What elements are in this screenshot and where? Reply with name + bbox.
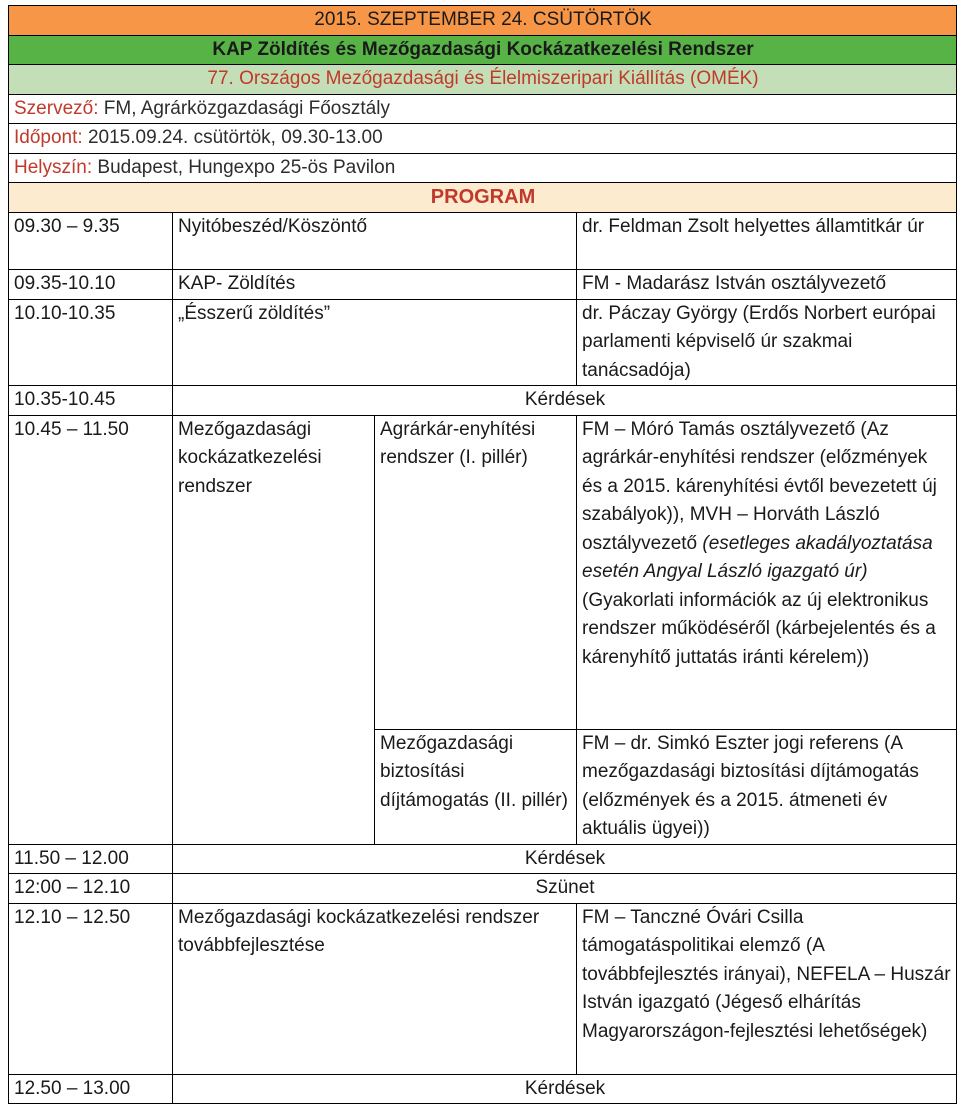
- row-speaker: FM – dr. Simkó Eszter jogi referens (A mezőgazdasági biztosítási díjtámogatás (előzmények és a 2015. átmeneti év aktuális ügyei)): [577, 729, 957, 844]
- time-cell: [9, 124, 957, 154]
- row-questions: Kérdések: [173, 844, 957, 874]
- row-subtopic: Mezőgazdasági biztosítási díjtámogatás (II. pillér): [375, 729, 577, 844]
- row-topic: Mezőgazdasági kockázatkezelési rendszer továbbfejlesztése: [173, 903, 577, 1074]
- table-row: [9, 844, 957, 874]
- speaker-text-cont: (Gyakorlati információk az új elektronikus rendszer működéséről (kárbejelentés és a kárenyhítő juttatás iránti kérelem)): [582, 589, 936, 668]
- row-speaker: [577, 415, 957, 729]
- row-topic: KAP- Zöldítés: [173, 270, 577, 300]
- program-table: [8, 5, 957, 1104]
- row-speaker: FM - Madarász István osztályvezető: [577, 270, 957, 300]
- event-row: [9, 65, 957, 95]
- date-row: [9, 6, 957, 36]
- table-row: [9, 903, 957, 1074]
- table-row: [9, 299, 957, 386]
- table-row: [9, 386, 957, 416]
- row-time: 09.30 – 9.35: [9, 213, 173, 270]
- row-time: 10.45 – 11.50: [9, 415, 173, 844]
- row-speaker: FM – Tanczné Óvári Csilla támogatáspolitikai elemző (A továbbfejlesztés irányai), NEFELA – Huszár István igazgató (Jégeső elhárítás Magyarországon-fejlesztési lehetőségek): [577, 903, 957, 1074]
- row-topic: Nyitóbeszéd/Köszöntő: [173, 213, 577, 270]
- program-heading-row: [9, 183, 957, 213]
- organizer-row: [9, 94, 957, 124]
- time-label: Időpont:: [14, 127, 83, 148]
- row-time: 10.10-10.35: [9, 299, 173, 386]
- table-row: [9, 1074, 957, 1104]
- row-time: 11.50 – 12.00: [9, 844, 173, 874]
- row-questions: Kérdések: [173, 386, 957, 416]
- row-time: 10.35-10.45: [9, 386, 173, 416]
- time-row: [9, 124, 957, 154]
- table-row: [9, 874, 957, 904]
- table-row: [9, 213, 957, 270]
- place-cell: [9, 153, 957, 183]
- row-time: 12:00 – 12.10: [9, 874, 173, 904]
- program-heading: PROGRAM: [9, 183, 957, 213]
- place-row: [9, 153, 957, 183]
- place-label: Helyszín:: [14, 156, 93, 178]
- row-questions: Kérdések: [173, 1074, 957, 1104]
- table-row: [9, 415, 957, 729]
- speaker-text: FM – Móró Tamás osztályvezető (Az agrárkár-enyhítési rendszer (előzmények és a 2015. kárenyhítési évtől bevezetett új szabályok)), MVH – Horváth László osztályvezető: [582, 418, 937, 554]
- event-title: KAP Zöldítés és Mezőgazdasági Kockázatkezelési Rendszer: [9, 35, 957, 65]
- row-break: Szünet: [173, 874, 957, 904]
- speaker-italic-text: (esetleges akadályoztatása esetén Angyal László igazgató úr): [582, 532, 933, 582]
- title-row: [9, 35, 957, 65]
- organizer-value: FM, Agrárközgazdasági Főosztály: [98, 97, 390, 119]
- row-time: 12.50 – 13.00: [9, 1074, 173, 1104]
- event-name: 77. Országos Mezőgazdasági és Élelmiszeripari Kiállítás (OMÉK): [9, 65, 957, 95]
- organizer-cell: [9, 94, 957, 124]
- row-speaker: dr. Feldman Zsolt helyettes államtitkár úr: [577, 213, 957, 270]
- row-topic: „Ésszerű zöldítés”: [173, 299, 577, 386]
- date-heading: 2015. SZEPTEMBER 24. CSÜTÖRTÖK: [9, 6, 957, 36]
- time-value: 2015.09.24. csütörtök, 09.30-13.00: [82, 127, 383, 148]
- row-time: 09.35-10.10: [9, 270, 173, 300]
- row-subtopic: Agrárkár-enyhítési rendszer (I. pillér): [375, 415, 577, 729]
- row-time: 12.10 – 12.50: [9, 903, 173, 1074]
- row-topic: Mezőgazdasági kockázatkezelési rendszer: [173, 415, 375, 844]
- table-row: [9, 270, 957, 300]
- organizer-label: Szervező:: [14, 97, 99, 119]
- row-speaker: dr. Páczay György (Erdős Norbert európai parlamenti képviselő úr szakmai tanácsadója): [577, 299, 957, 386]
- place-value: Budapest, Hungexpo 25-ös Pavilon: [92, 156, 396, 178]
